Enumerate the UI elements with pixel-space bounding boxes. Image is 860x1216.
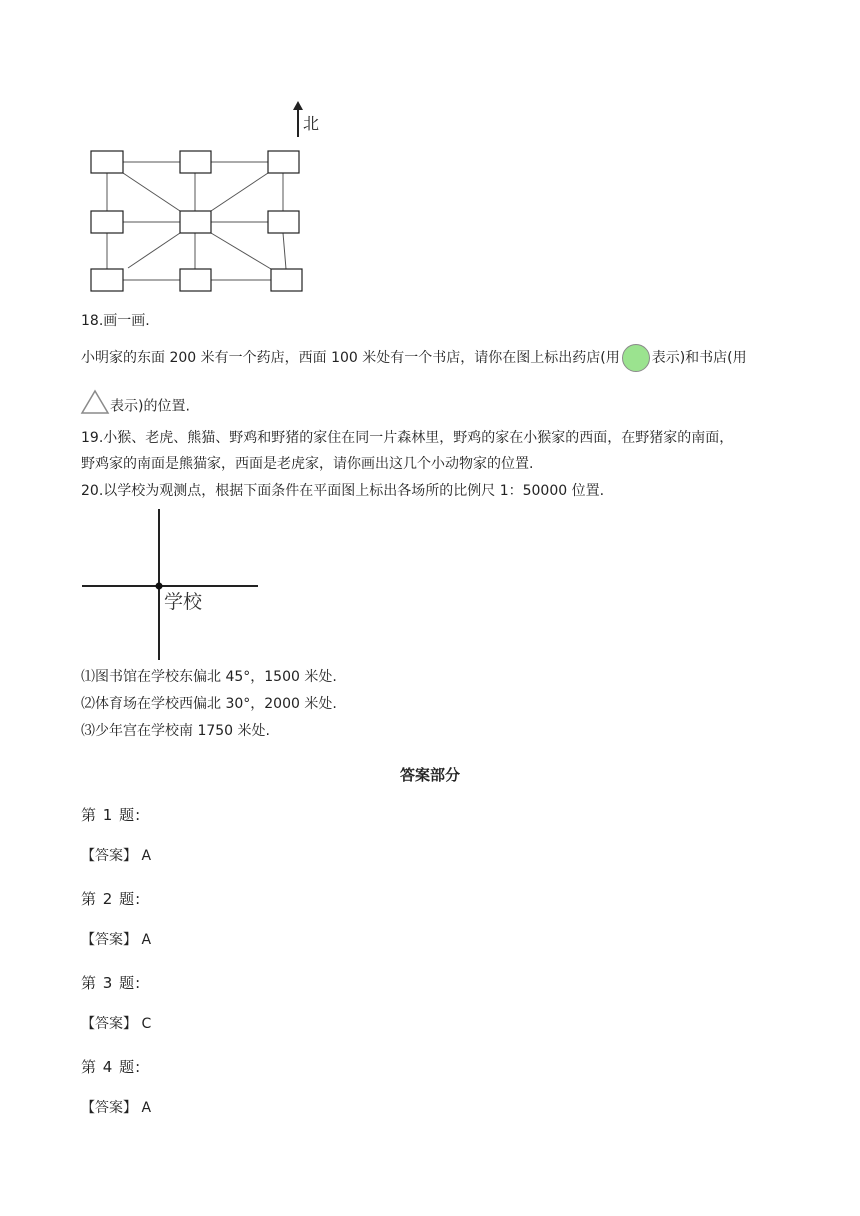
north-label: 北 <box>303 114 320 133</box>
answer-value-1: 【答案】 A <box>81 848 152 864</box>
q19-line2: 野鸡家的南面是熊猫家，西面是老虎家，请你画出这几个小动物家的位置. <box>81 456 534 472</box>
answer-question-4: 第 4 题: <box>81 1058 142 1076</box>
q18-line1-post: 表示)和书店(用 <box>651 350 747 366</box>
answer-question-2: 第 2 题: <box>81 890 142 908</box>
q18-line1-pre: 小明家的东面 200 米有一个药店，西面 100 米处有一个书店，请你在图上标出药店(用 <box>81 350 620 366</box>
school-label: 学校 <box>164 591 203 613</box>
q18-title: 18.画一画. <box>81 313 150 329</box>
answer-value-3: 【答案】 C <box>81 1016 152 1032</box>
answers-heading: 答案部分 <box>399 766 460 784</box>
q20-title: 20.以学校为观测点，根据下面条件在平面图上标出各场所的比例尺 1：50000 位置. <box>81 483 605 499</box>
q19-line1: 19.小猴、老虎、熊猫、野鸡和野猪的家住在同一片森林里，野鸡的家在小猴家的西面，在野猪家的南面， <box>81 430 734 446</box>
q20-item-3: ⑶少年宫在学校南 1750 米处. <box>81 723 270 739</box>
answer-question-1: 第 1 题: <box>81 806 142 824</box>
school-point <box>156 583 163 590</box>
answer-question-3: 第 3 题: <box>81 974 142 992</box>
q20-item-1: ⑴图书馆在学校东偏北 45°，1500 米处. <box>81 669 337 685</box>
q20-item-2: ⑵体育场在学校西偏北 30°，2000 米处. <box>81 696 337 712</box>
answer-value-4: 【答案】 A <box>81 1100 152 1116</box>
q18-line2-post: 表示)的位置. <box>110 398 190 415</box>
answer-value-2: 【答案】 A <box>81 932 152 948</box>
